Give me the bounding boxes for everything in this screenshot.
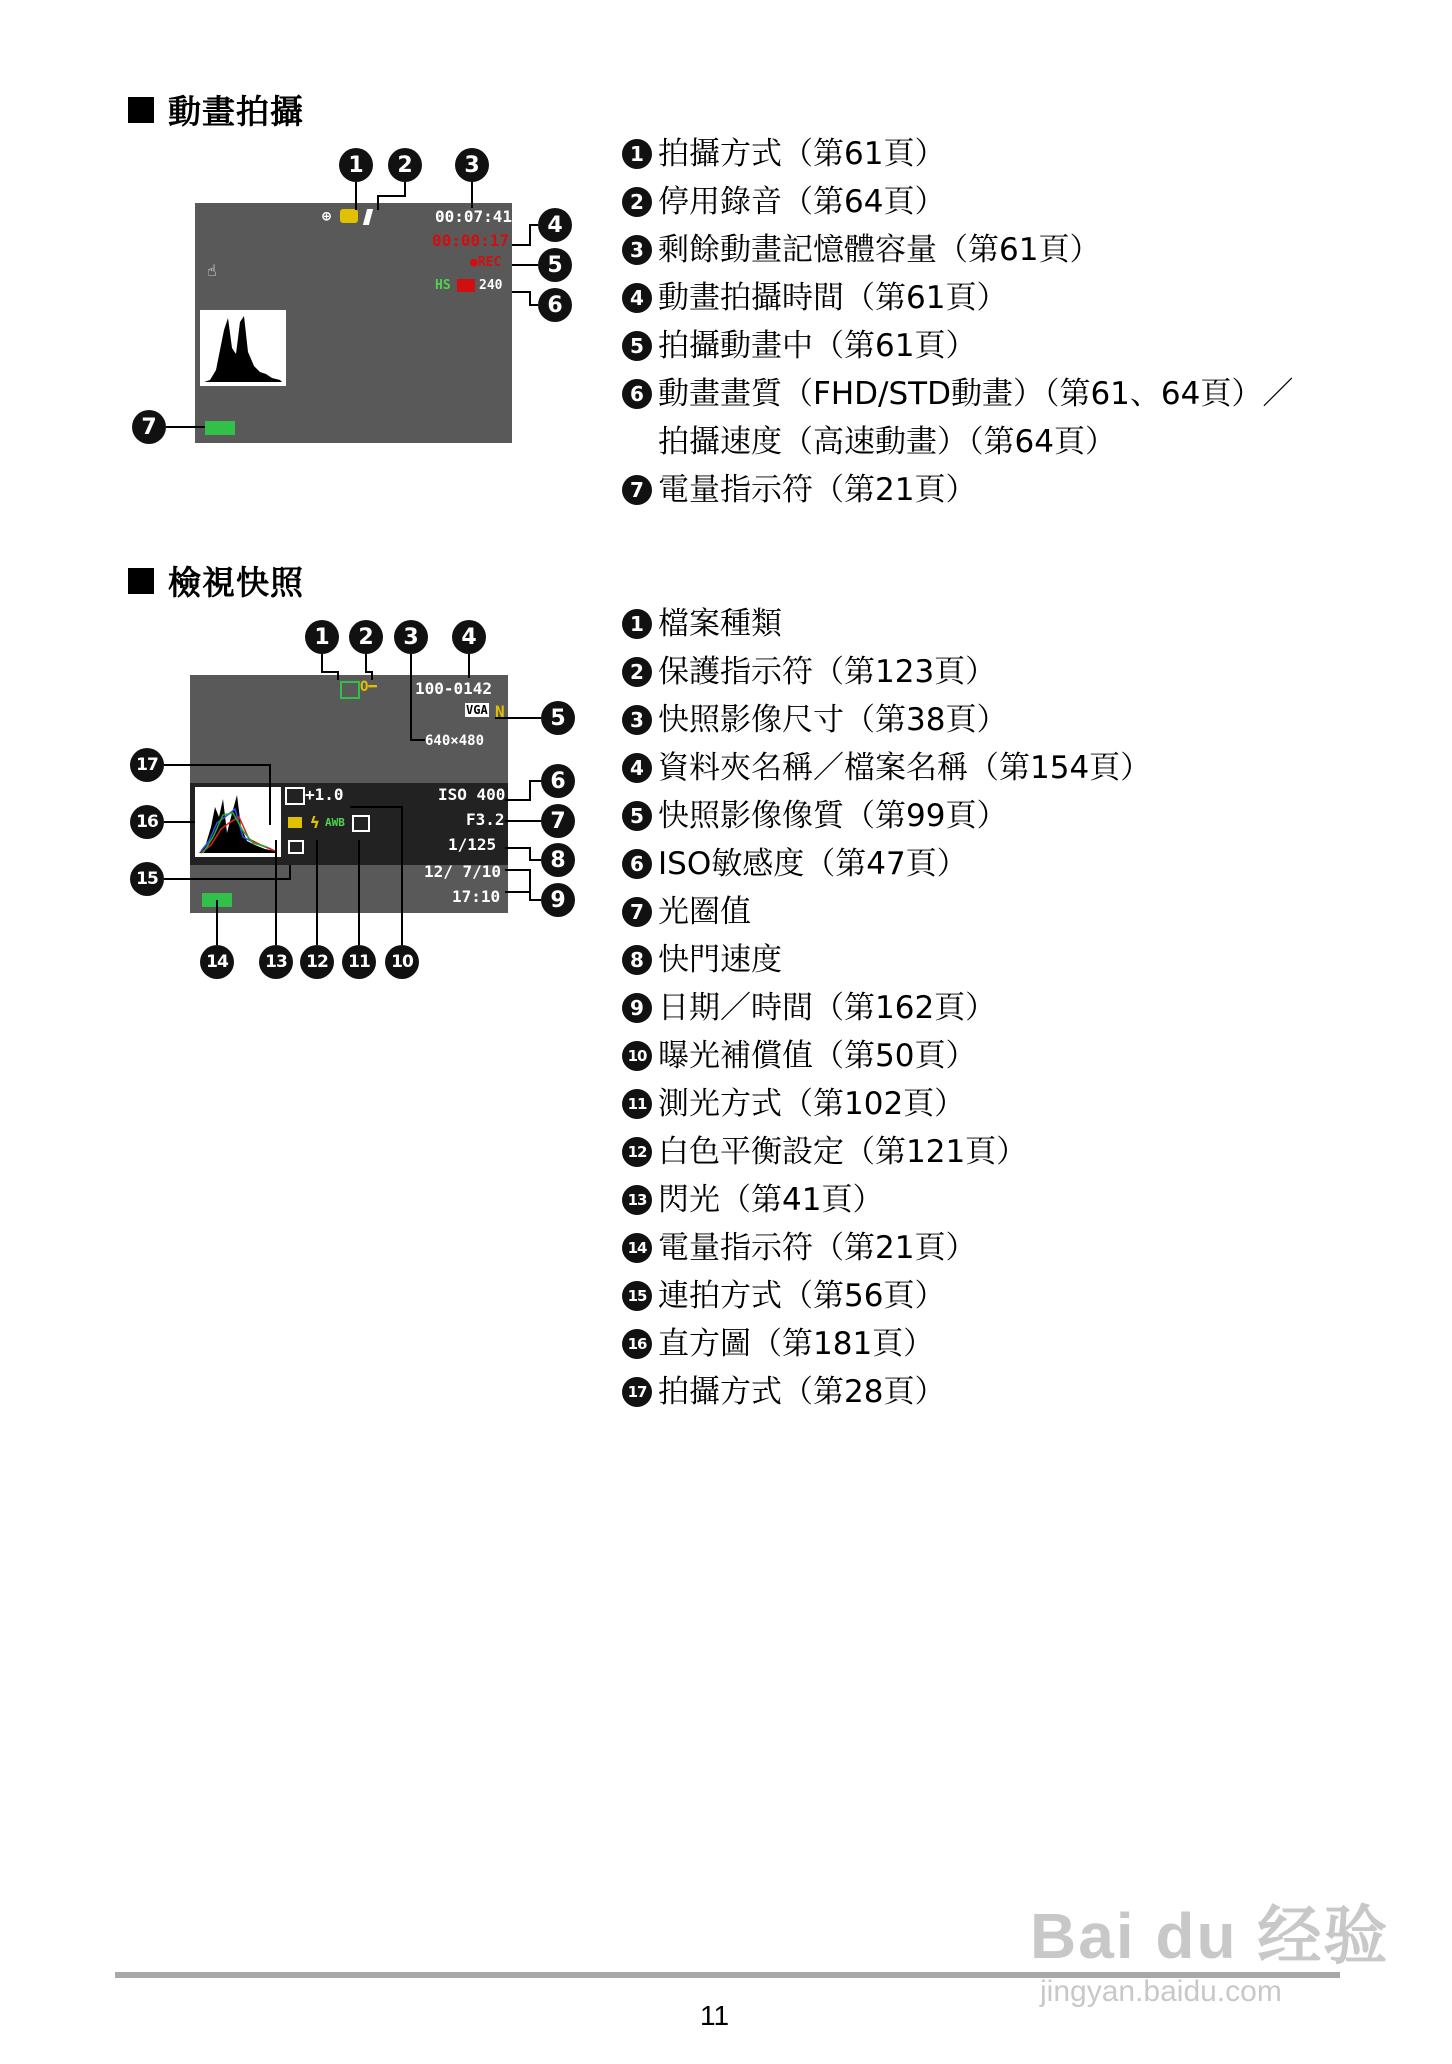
list-item <box>622 984 1151 1032</box>
elapsed-time: 00:00:17 <box>432 231 510 250</box>
item-text: 動畫拍攝時間（第61頁） <box>658 280 1008 316</box>
item-number: 8 <box>622 945 652 975</box>
page-number: 11 <box>700 2000 730 2031</box>
item-number: 5 <box>622 331 652 361</box>
item-number: 1 <box>622 609 652 639</box>
image-size-icon: VGA <box>466 703 488 717</box>
list-item <box>622 1320 1151 1368</box>
callout-2: 2 <box>349 620 383 654</box>
ev-value: +1.0 <box>305 785 344 804</box>
list-item <box>622 600 1151 648</box>
list-item <box>622 1080 1151 1128</box>
list-item <box>622 840 1151 888</box>
item-text: 快照影像像質（第99頁） <box>658 798 1008 834</box>
item-text: 保護指示符（第123頁） <box>658 654 997 690</box>
callout-16: 16 <box>130 805 164 839</box>
item-text: 快門速度 <box>658 942 782 978</box>
item-number: 3 <box>622 235 652 265</box>
flash-icon: ϟ <box>310 813 320 832</box>
item-number: 7 <box>622 475 652 505</box>
quality-indicator: N <box>495 702 505 721</box>
time-value: 17:10 <box>452 887 501 906</box>
item-number: 3 <box>622 705 652 735</box>
item-text: 測光方式（第102頁） <box>658 1086 966 1122</box>
list-item <box>622 1368 1151 1416</box>
rec-indicator: ●REC <box>470 255 502 270</box>
movie-item-list <box>622 130 1293 514</box>
list-item-continued <box>622 418 1293 466</box>
item-text: 拍攝方式（第28頁） <box>658 1374 946 1410</box>
hand-icon: ☝ <box>207 261 217 280</box>
item-text: 日期／時間（第162頁） <box>658 990 997 1026</box>
item-text: 閃光（第41頁） <box>658 1182 884 1218</box>
item-number: 10 <box>622 1041 652 1071</box>
callout-lines <box>0 600 600 1000</box>
file-number: 100-0142 <box>415 679 493 698</box>
item-text: 電量指示符（第21頁） <box>658 472 977 508</box>
item-number: 7 <box>622 897 652 927</box>
item-number: 15 <box>622 1281 652 1311</box>
item-number: 11 <box>622 1089 652 1119</box>
list-item <box>622 936 1151 984</box>
list-item <box>622 1224 1151 1272</box>
item-number: 6 <box>622 849 652 879</box>
protect-key-icon: O━ <box>360 679 377 695</box>
item-number: 2 <box>622 187 652 217</box>
item-text: 停用錄音（第64頁） <box>658 184 946 220</box>
callout-6: 6 <box>538 288 572 322</box>
item-number: 2 <box>622 657 652 687</box>
callout-14: 14 <box>200 945 234 979</box>
list-item <box>622 1176 1151 1224</box>
item-text: 白色平衡設定（第121頁） <box>658 1134 1028 1170</box>
item-text: ISO敏感度（第47頁） <box>658 846 968 882</box>
watermark-logo: Bai du 经验 <box>1030 1900 1390 1972</box>
square-bullet-icon <box>128 568 154 594</box>
item-text: 拍攝方式（第61頁） <box>658 136 946 172</box>
callout-lines <box>0 0 600 460</box>
item-number: 9 <box>622 993 652 1023</box>
item-text: 拍攝動畫中（第61頁） <box>658 328 977 364</box>
callout-15: 15 <box>130 862 164 896</box>
white-balance-icon: AWB <box>325 816 345 829</box>
callout-9: 9 <box>541 883 575 917</box>
list-item <box>622 370 1293 418</box>
item-number: 4 <box>622 283 652 313</box>
date-value: 12/ 7/10 <box>424 862 502 881</box>
speed-value: 240 <box>479 278 503 293</box>
callout-4: 4 <box>538 208 572 242</box>
shutter-speed-value: 1/125 <box>448 835 497 854</box>
callout-13: 13 <box>259 945 293 979</box>
item-number: 4 <box>622 753 652 783</box>
item-number: 14 <box>622 1233 652 1263</box>
callout-8: 8 <box>541 843 575 877</box>
callout-12: 12 <box>300 945 334 979</box>
hs-icon: HS <box>435 278 451 293</box>
list-item <box>622 130 1293 178</box>
section-title-text: 動畫拍攝 <box>168 92 304 131</box>
list-item <box>622 226 1293 274</box>
item-text: 直方圖（第181頁） <box>658 1326 935 1362</box>
item-text: 資料夾名稱／檔案名稱（第154頁） <box>658 750 1152 786</box>
item-number: 12 <box>622 1137 652 1167</box>
list-item <box>622 178 1293 226</box>
item-number: 13 <box>622 1185 652 1215</box>
callout-3: 3 <box>394 620 428 654</box>
callout-10: 10 <box>385 945 419 979</box>
callout-2: 2 <box>388 148 422 182</box>
item-number: 6 <box>622 379 652 409</box>
callout-7: 7 <box>132 410 166 444</box>
item-text: 拍攝速度（高速動畫）（第64頁） <box>658 424 1116 460</box>
list-item <box>622 274 1293 322</box>
item-number: 17 <box>622 1377 652 1407</box>
list-item <box>622 322 1293 370</box>
callout-1: 1 <box>339 148 373 182</box>
list-item <box>622 466 1293 514</box>
callout-5: 5 <box>541 701 575 735</box>
item-text: 曝光補償值（第50頁） <box>658 1038 977 1074</box>
item-text: 檔案種類 <box>658 606 782 642</box>
remaining-time: 00:07:41 <box>435 207 513 226</box>
item-text: 電量指示符（第21頁） <box>658 1230 977 1266</box>
zoom-icon: ⊕ <box>322 207 332 225</box>
image-size-text: 640×480 <box>425 733 485 749</box>
watermark-url: jingyan.baidu.com <box>1040 1975 1282 2008</box>
callout-3: 3 <box>455 148 489 182</box>
callout-6: 6 <box>541 764 575 798</box>
item-text: 快照影像尺寸（第38頁） <box>658 702 1008 738</box>
callout-4: 4 <box>452 620 486 654</box>
iso-value: ISO 400 <box>438 785 506 804</box>
item-number: 5 <box>622 801 652 831</box>
list-item <box>622 1128 1151 1176</box>
callout-11: 11 <box>342 945 376 979</box>
list-item <box>622 1032 1151 1080</box>
callout-17: 17 <box>130 748 164 782</box>
callout-7: 7 <box>541 804 575 838</box>
item-text: 光圈值 <box>658 894 751 930</box>
playback-item-list <box>622 600 1151 1416</box>
list-item <box>622 648 1151 696</box>
list-item <box>622 792 1151 840</box>
item-number: 16 <box>622 1329 652 1359</box>
list-item <box>622 1272 1151 1320</box>
list-item <box>622 888 1151 936</box>
aperture-value: F3.2 <box>466 810 505 829</box>
callout-1: 1 <box>305 620 339 654</box>
item-number: 1 <box>622 139 652 169</box>
item-text: 連拍方式（第56頁） <box>658 1278 946 1314</box>
list-item <box>622 696 1151 744</box>
section-title-playback <box>128 557 304 604</box>
callout-5: 5 <box>538 248 572 282</box>
item-text: 剩餘動畫記憶體容量（第61頁） <box>658 232 1101 268</box>
item-text: 動畫畫質（FHD/STD動畫）（第61、64頁）／ <box>658 376 1294 412</box>
list-item <box>622 744 1151 792</box>
section-title-text: 檢視快照 <box>168 563 304 602</box>
